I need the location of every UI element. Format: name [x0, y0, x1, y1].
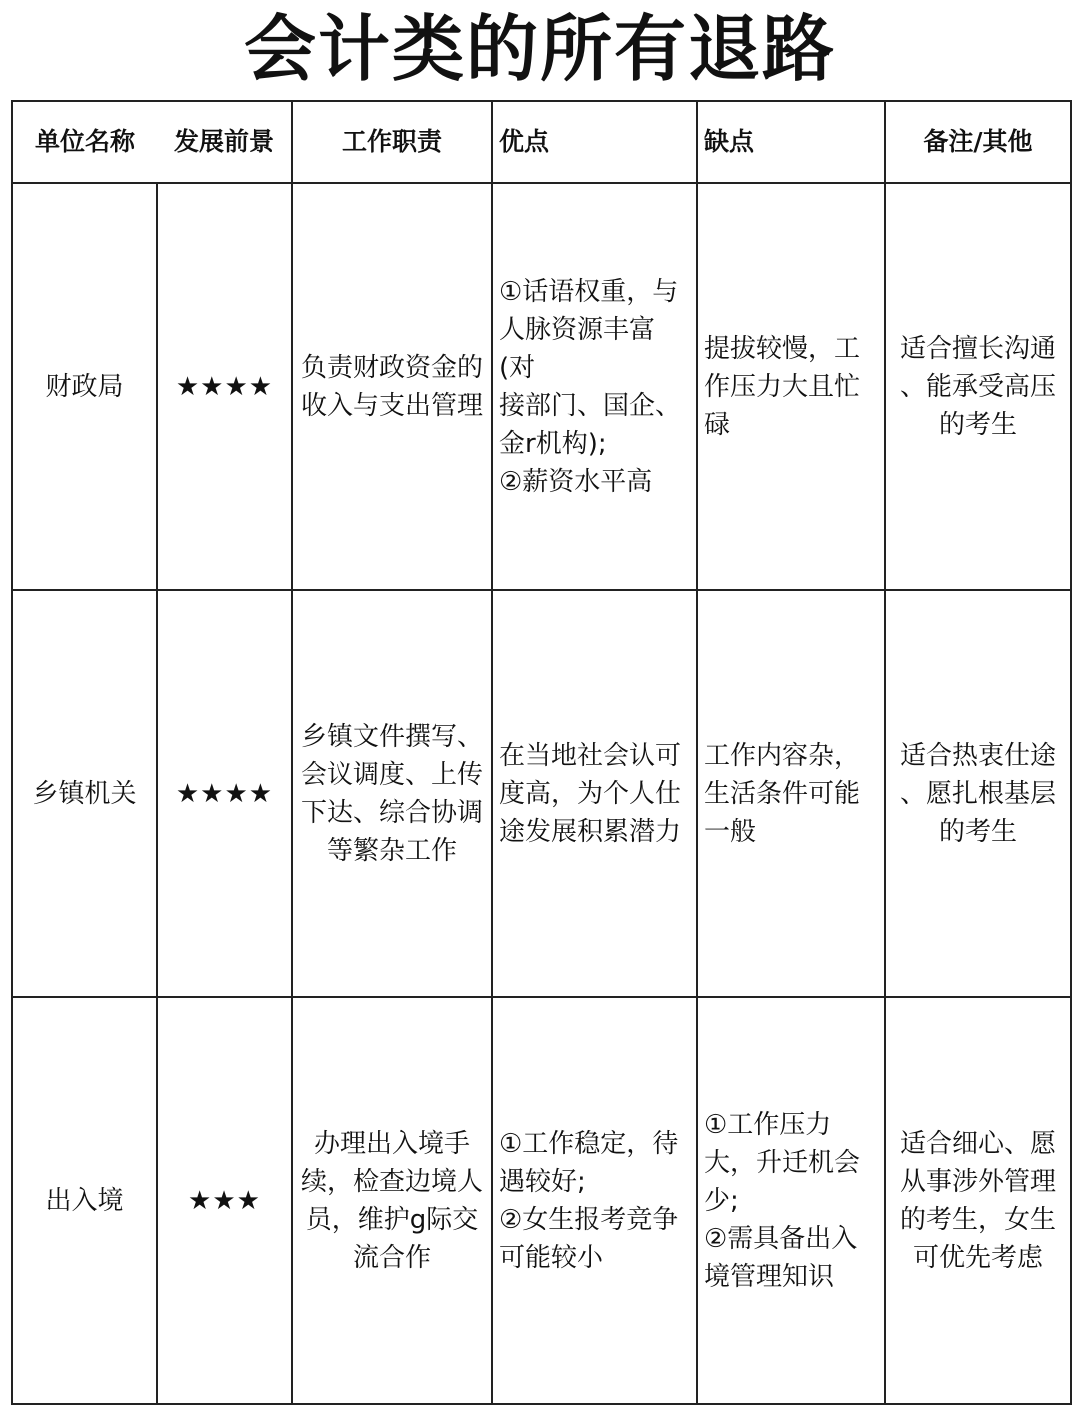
- text-line: 途发展积累潜力: [499, 816, 682, 847]
- cell-pros: [492, 997, 697, 1404]
- text-line: 度高，为个人仕: [499, 778, 682, 809]
- rating-stars: ★★★★: [157, 590, 292, 997]
- text-line: 适合细心、愿: [899, 1128, 1056, 1159]
- text-line: 乡镇文件撰写、: [300, 721, 483, 752]
- cell-notes: [885, 997, 1071, 1404]
- text-line: 、能承受高压: [899, 371, 1056, 402]
- text-line: 人脉资源丰富(对: [499, 314, 656, 383]
- cell-duty: [292, 183, 492, 590]
- text-line: 的考生: [938, 409, 1017, 440]
- header-row: [12, 101, 1071, 183]
- text-line: 可能较小: [499, 1242, 604, 1273]
- text-line: 少;: [704, 1185, 739, 1216]
- cell-duty: [292, 590, 492, 997]
- text-line: 收入与支出管理: [300, 390, 483, 421]
- cell-notes: [885, 590, 1071, 997]
- cell-name: 乡镇机关: [12, 590, 157, 997]
- text-line: ②需具备出入: [704, 1223, 858, 1254]
- text-line: 作压力大且忙: [704, 371, 861, 402]
- cell-cons: [697, 183, 885, 590]
- text-line: 从事涉外管理: [899, 1166, 1056, 1197]
- text-line: 办理出入境手: [313, 1128, 470, 1159]
- cell-name: 出入境: [12, 997, 157, 1404]
- text-line: 大，升迁机会: [704, 1147, 861, 1178]
- cell-notes: [885, 183, 1071, 590]
- cell-name: 财政局: [12, 183, 157, 590]
- text-line: 适合热衷仕途: [899, 740, 1056, 771]
- table-row: [12, 590, 1071, 997]
- text-line: 会议调度、上传: [300, 759, 483, 790]
- text-line: 员，维护g际交: [305, 1204, 479, 1235]
- table-row: [12, 997, 1071, 1404]
- page-title: 会计类的所有退路: [243, 7, 836, 91]
- header-name: 单位名称: [12, 101, 157, 183]
- header-notes: 备注/其他: [885, 101, 1071, 183]
- text-line: 负责财政资金的: [300, 352, 483, 383]
- text-line: 、愿扎根基层: [899, 778, 1056, 809]
- text-line: ②薪资水平高: [499, 466, 653, 497]
- text-line: 一般: [704, 816, 757, 847]
- text-line: 适合擅长沟通: [899, 333, 1056, 364]
- cell-cons: [697, 590, 885, 997]
- text-line: 接部门、国企、: [499, 390, 682, 421]
- cell-pros: [492, 590, 697, 997]
- text-line: 碌: [704, 409, 731, 440]
- text-line: 金r机构);: [499, 428, 607, 459]
- cell-cons: [697, 997, 885, 1404]
- text-line: 等繁杂工作: [326, 835, 457, 866]
- text-line: 下达、综合协调: [300, 797, 483, 828]
- text-line: 流合作: [352, 1242, 431, 1273]
- text-line: ①工作稳定，待: [499, 1128, 679, 1159]
- rating-stars: ★★★★: [157, 183, 292, 590]
- header-cons: 缺点: [697, 101, 885, 183]
- career-table: [11, 100, 1072, 1405]
- cell-pros: [492, 183, 697, 590]
- text-line: 的考生，女生: [899, 1204, 1056, 1235]
- header-prospect: 发展前景: [157, 101, 292, 183]
- header-pros: 优点: [492, 101, 697, 183]
- text-line: 提拔较慢，工: [704, 333, 861, 364]
- text-line: 在当地社会认可: [499, 740, 682, 771]
- text-line: 生活条件可能: [704, 778, 861, 809]
- text-line: 续，检查边境人: [300, 1166, 483, 1197]
- table-row: [12, 183, 1071, 590]
- text-line: 工作内容杂，: [704, 740, 861, 771]
- text-line: 遇较好;: [499, 1166, 586, 1197]
- text-line: 可优先考虑: [912, 1242, 1043, 1273]
- header-duty: 工作职责: [292, 101, 492, 183]
- text-line: ②女生报考竞争: [499, 1204, 679, 1235]
- text-line: ①话语权重，与: [499, 276, 679, 307]
- text-line: ①工作压力: [704, 1109, 832, 1140]
- rating-stars: ★★★: [157, 997, 292, 1404]
- text-line: 境管理知识: [704, 1261, 835, 1292]
- text-line: 的考生: [938, 816, 1017, 847]
- cell-duty: [292, 997, 492, 1404]
